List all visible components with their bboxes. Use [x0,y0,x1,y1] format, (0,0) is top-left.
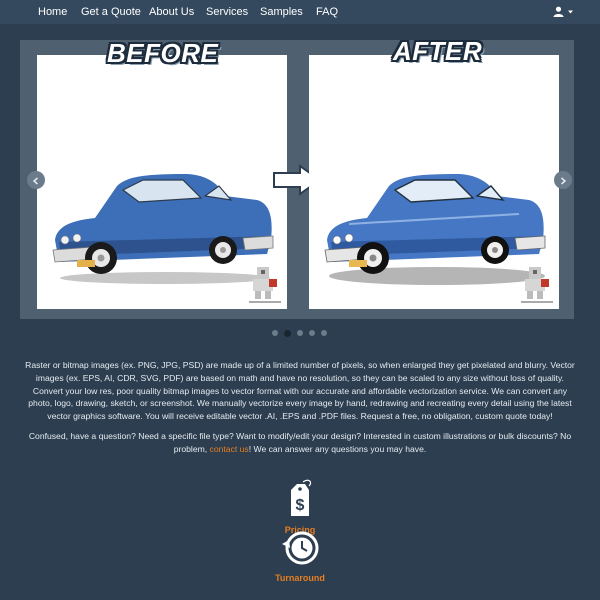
svg-text:$: $ [295,497,305,514]
contact-us-link[interactable]: contact us [209,443,249,454]
after-heading: AFTER [393,36,483,66]
carousel-indicator-2[interactable] [284,330,291,337]
chevron-right-icon [559,177,567,185]
user-icon [553,6,564,17]
carousel-indicator-4[interactable] [309,330,315,336]
intro-copy [22,359,578,463]
contact-paragraph [22,430,578,456]
nav-services[interactable]: Services [206,6,249,18]
before-heading: BEFORE [107,38,219,68]
carousel-indicator-5[interactable] [321,330,327,336]
before-after-carousel [20,36,574,319]
pricing-label: Pricing [284,525,316,535]
carousel-indicator-3[interactable] [297,330,303,336]
nav-get-a-quote[interactable]: Get a Quote [81,6,141,18]
nav-faq[interactable]: FAQ [316,6,339,18]
carousel-next-button[interactable] [554,171,572,189]
caret-down-icon [567,8,574,15]
car-raster-image [47,150,277,290]
turnaround-label: Turnaround [275,573,325,583]
contact-paragraph-end: ! We can answer any questions you may have. [248,443,427,454]
carousel-indicator-1[interactable] [272,330,278,336]
after-panel [309,55,559,309]
turnaround-feature[interactable] [260,530,340,583]
nav-home[interactable]: Home [38,6,68,18]
user-menu-button[interactable] [553,0,574,24]
nav-samples[interactable]: Samples [260,6,303,18]
car-vector-image [319,150,549,290]
contact-paragraph-start: Confused, have a question? Need a specific file type? Want to modify/edit your design? Interested in custom illustrations or bulk discounts? No problem, [28,430,572,454]
price-tag-icon [285,478,315,518]
chevron-left-icon [32,177,40,185]
before-panel [37,55,287,309]
nav-about-us[interactable]: About Us [149,6,195,18]
top-navbar [0,0,600,24]
vectorization-logo-icon [247,265,283,305]
intro-paragraph: Raster or bitmap images (ex. PNG, JPG, PSD) are made up of a limited number of pixels, so when enlarged they get pixelated and blurry. Vector images (ex. EPS, AI, CDR, SVG, PDF) are based on math and have no resolution, so they can be scaled to any size without loss of quality. Convert your low res, poor quality bitmap images to vector format with our accurate and affordable vectorization service. We can convert any photo, logo, drawing, sketch, or screenshot. We manually vectorize every image by hand, redrawing and recreating every detail using the latest vector graphics software. You will receive editable vector .AI, .EPS and .PDF files. Request a free, no obligation, custom quote today! [25,360,575,422]
vectorization-logo-icon [519,265,555,305]
carousel-prev-button[interactable] [27,171,45,189]
clock-icon [280,530,320,566]
pricing-feature[interactable] [260,478,340,535]
